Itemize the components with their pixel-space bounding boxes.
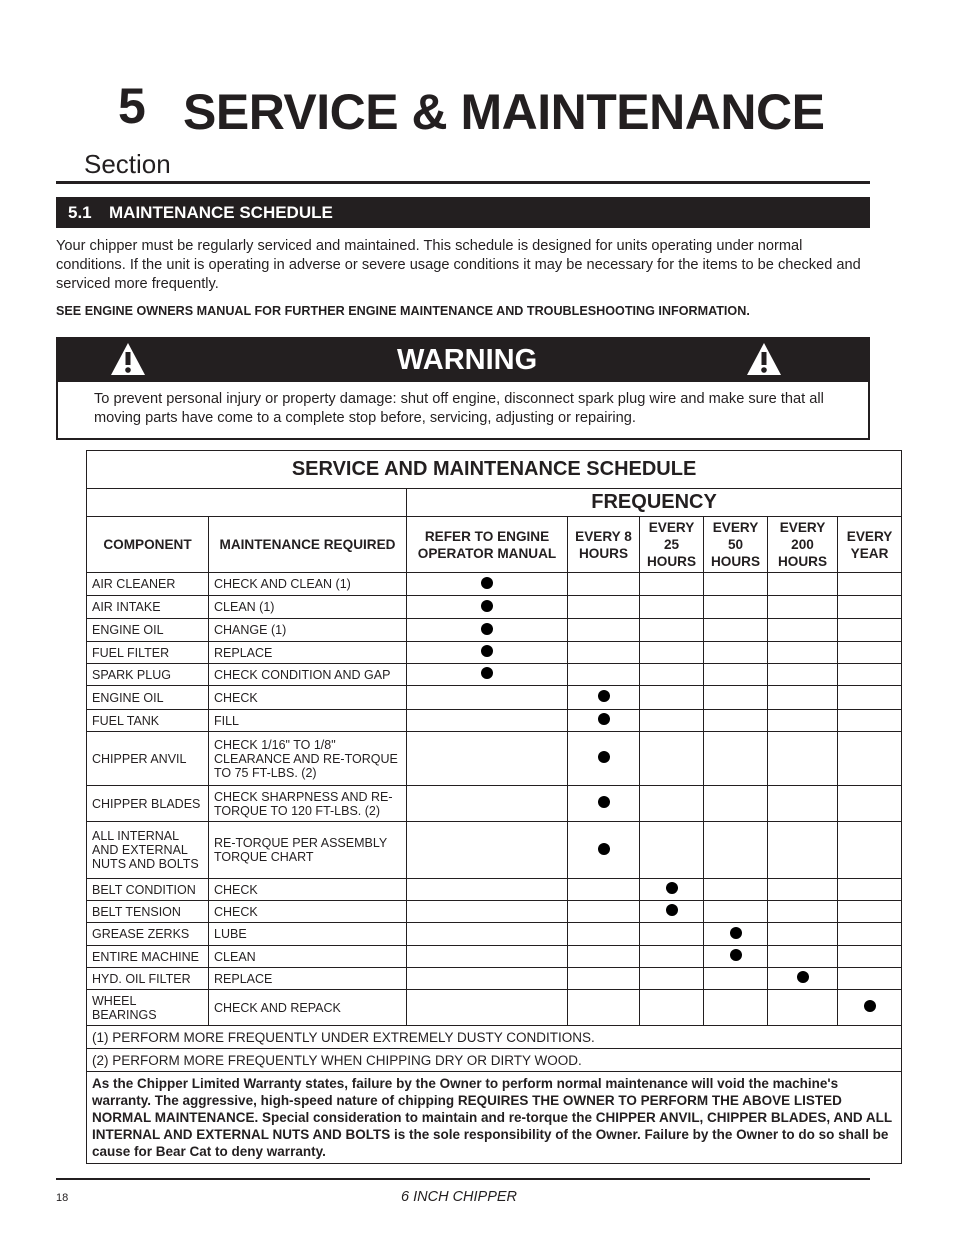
- frequency-cell: [640, 573, 704, 596]
- frequency-cell: [568, 664, 640, 686]
- component-cell: WHEEL BEARINGS: [87, 990, 209, 1026]
- maintenance-cell: LUBE: [209, 923, 407, 946]
- maintenance-cell: RE-TORQUE PER ASSEMBLY TORQUE CHART: [209, 822, 407, 879]
- frequency-cell: [768, 732, 838, 786]
- frequency-cell: [838, 732, 902, 786]
- component-cell: AIR INTAKE: [87, 596, 209, 619]
- frequency-marker-icon: [598, 843, 610, 855]
- frequency-cell: [640, 901, 704, 923]
- frequency-cell: [704, 923, 768, 946]
- subsection-number: 5.1: [68, 203, 92, 222]
- component-cell: CHIPPER BLADES: [87, 786, 209, 822]
- column-header: EVERY YEAR: [838, 517, 902, 573]
- frequency-marker-icon: [481, 667, 493, 679]
- warning-triangle-icon: [745, 341, 783, 377]
- maintenance-cell: CHECK: [209, 686, 407, 710]
- frequency-cell: [838, 710, 902, 732]
- frequency-cell: [768, 596, 838, 619]
- component-cell: BELT TENSION: [87, 901, 209, 923]
- frequency-cell: [838, 946, 902, 968]
- frequency-cell: [407, 923, 568, 946]
- frequency-cell: [568, 596, 640, 619]
- frequency-cell: [568, 573, 640, 596]
- component-cell: SPARK PLUG: [87, 664, 209, 686]
- frequency-cell: [838, 573, 902, 596]
- section-label: Section: [84, 149, 171, 179]
- frequency-marker-icon: [598, 751, 610, 763]
- frequency-cell: [704, 968, 768, 990]
- component-cell: ALL INTERNAL AND EXTERNAL NUTS AND BOLTS: [87, 822, 209, 879]
- footer-title: 6 INCH CHIPPER: [401, 1189, 518, 1205]
- maintenance-cell: CHECK: [209, 901, 407, 923]
- frequency-marker-icon: [481, 623, 493, 635]
- frequency-cell: [640, 642, 704, 664]
- frequency-cell: [407, 596, 568, 619]
- frequency-cell: [568, 990, 640, 1026]
- warning-header: [58, 339, 868, 382]
- warning-title: WARNING: [397, 344, 538, 376]
- frequency-cell: [704, 901, 768, 923]
- frequency-cell: [838, 686, 902, 710]
- maintenance-cell: CHECK AND CLEAN (1): [209, 573, 407, 596]
- frequency-cell: [640, 596, 704, 619]
- component-cell: ENGINE OIL: [87, 619, 209, 642]
- frequency-cell: [768, 573, 838, 596]
- frequency-cell: [407, 822, 568, 879]
- component-cell: FUEL FILTER: [87, 642, 209, 664]
- column-header: EVERY 50 HOURS: [704, 517, 768, 573]
- column-header: EVERY 8 HOURS: [568, 517, 640, 573]
- column-header: COMPONENT: [87, 517, 209, 573]
- footnote-1: (1) PERFORM MORE FREQUENTLY UNDER EXTREMELY DUSTY CONDITIONS.: [87, 1026, 902, 1049]
- frequency-cell: [568, 822, 640, 879]
- frequency-cell: [568, 968, 640, 990]
- frequency-cell: [568, 946, 640, 968]
- frequency-cell: [704, 664, 768, 686]
- frequency-cell: [838, 822, 902, 879]
- frequency-cell: [640, 946, 704, 968]
- frequency-cell: [838, 901, 902, 923]
- frequency-cell: [704, 990, 768, 1026]
- frequency-cell: [407, 664, 568, 686]
- frequency-cell: [407, 901, 568, 923]
- warning-box: [56, 337, 870, 440]
- frequency-cell: [407, 732, 568, 786]
- frequency-cell: [568, 686, 640, 710]
- table-row: [87, 968, 902, 990]
- frequency-cell: [704, 596, 768, 619]
- frequency-cell: [768, 786, 838, 822]
- footer-rule: [56, 1178, 870, 1180]
- frequency-cell: [768, 822, 838, 879]
- schedule-body: [87, 573, 902, 1026]
- column-header: MAINTENANCE REQUIRED: [209, 517, 407, 573]
- frequency-cell: [640, 990, 704, 1026]
- frequency-cell: [838, 923, 902, 946]
- frequency-cell: [838, 879, 902, 901]
- column-header: EVERY 25 HOURS: [640, 517, 704, 573]
- frequency-cell: [407, 786, 568, 822]
- frequency-cell: [838, 596, 902, 619]
- table-row: [87, 990, 902, 1026]
- frequency-cell: [640, 664, 704, 686]
- frequency-cell: [407, 573, 568, 596]
- table-row: [87, 596, 902, 619]
- frequency-cell: [838, 619, 902, 642]
- table-row: [87, 786, 902, 822]
- frequency-cell: [568, 879, 640, 901]
- frequency-cell: [768, 879, 838, 901]
- maintenance-cell: CLEAN: [209, 946, 407, 968]
- frequency-cell: [407, 619, 568, 642]
- frequency-cell: [568, 786, 640, 822]
- component-cell: FUEL TANK: [87, 710, 209, 732]
- component-cell: GREASE ZERKS: [87, 923, 209, 946]
- frequency-cell: [768, 901, 838, 923]
- maintenance-cell: REPLACE: [209, 642, 407, 664]
- maintenance-cell: FILL: [209, 710, 407, 732]
- maintenance-cell: CHECK 1/16" TO 1/8" CLEARANCE AND RE-TORQUE TO 75 FT-LBS. (2): [209, 732, 407, 786]
- frequency-cell: [640, 879, 704, 901]
- frequency-cell: [704, 686, 768, 710]
- frequency-cell: [407, 968, 568, 990]
- table-row: [87, 901, 902, 923]
- frequency-cell: [640, 732, 704, 786]
- frequency-marker-icon: [598, 690, 610, 702]
- table-row: [87, 619, 902, 642]
- frequency-cell: [838, 642, 902, 664]
- frequency-cell: [407, 990, 568, 1026]
- table-row: [87, 732, 902, 786]
- frequency-marker-icon: [598, 796, 610, 808]
- warning-triangle-icon: [109, 341, 147, 377]
- header-rule: [56, 181, 870, 184]
- frequency-marker-icon: [481, 600, 493, 612]
- frequency-cell: [568, 923, 640, 946]
- frequency-marker-icon: [481, 645, 493, 657]
- maintenance-cell: CHECK CONDITION AND GAP: [209, 664, 407, 686]
- warranty-statement: As the Chipper Limited Warranty states, failure by the Owner to perform normal maintenance will void the machine's warranty. The aggressive, high-speed nature of chipping REQUIRES THE OWNER TO PERFORM THE ABOVE LISTED NORMAL MAINTENANCE. Special consideration to maintain and re-torque the CHIPPER ANVIL, CHIPPER BLADES, AND ALL INTERNAL AND EXTERNAL NUTS AND BOLTS is the sole responsibility of the Owner. Failure by the Owner to do so shall be cause for Bear Cat to deny warranty.: [87, 1072, 902, 1164]
- table-row: [87, 822, 902, 879]
- table-row: [87, 642, 902, 664]
- component-cell: ENTIRE MACHINE: [87, 946, 209, 968]
- frequency-marker-icon: [481, 577, 493, 589]
- component-cell: ENGINE OIL: [87, 686, 209, 710]
- table-row: [87, 710, 902, 732]
- table-row: [87, 946, 902, 968]
- column-header: REFER TO ENGINE OPERATOR MANUAL: [407, 517, 568, 573]
- engine-manual-note: SEE ENGINE OWNERS MANUAL FOR FURTHER ENGINE MAINTENANCE AND TROUBLESHOOTING INFORMATION.: [56, 304, 750, 318]
- frequency-cell: [640, 786, 704, 822]
- frequency-cell: [838, 990, 902, 1026]
- frequency-marker-icon: [666, 904, 678, 916]
- blank-header-cell: [87, 489, 407, 517]
- frequency-cell: [768, 923, 838, 946]
- frequency-cell: [838, 786, 902, 822]
- footnote-2: (2) PERFORM MORE FREQUENTLY WHEN CHIPPING DRY OR DIRTY WOOD.: [87, 1049, 902, 1072]
- maintenance-cell: CHECK SHARPNESS AND RE-TORQUE TO 120 FT-LBS. (2): [209, 786, 407, 822]
- frequency-cell: [704, 710, 768, 732]
- frequency-marker-icon: [666, 882, 678, 894]
- frequency-cell: [768, 619, 838, 642]
- maintenance-cell: CHECK AND REPACK: [209, 990, 407, 1026]
- frequency-cell: [640, 822, 704, 879]
- frequency-cell: [407, 686, 568, 710]
- table-row: [87, 664, 902, 686]
- frequency-marker-icon: [864, 1000, 876, 1012]
- maintenance-cell: CLEAN (1): [209, 596, 407, 619]
- frequency-marker-icon: [730, 927, 742, 939]
- component-cell: HYD. OIL FILTER: [87, 968, 209, 990]
- table-row: [87, 879, 902, 901]
- chapter-number: 5: [118, 78, 146, 134]
- component-cell: AIR CLEANER: [87, 573, 209, 596]
- frequency-cell: [568, 732, 640, 786]
- page-number: 18: [56, 1192, 69, 1204]
- frequency-cell: [838, 968, 902, 990]
- frequency-cell: [568, 642, 640, 664]
- frequency-cell: [768, 990, 838, 1026]
- frequency-cell: [407, 879, 568, 901]
- frequency-cell: [704, 879, 768, 901]
- warning-text: To prevent personal injury or property damage: shut off engine, disconnect spark plug wire and make sure that all moving parts have come to a complete stop before, servicing, adjusting or repairing.: [94, 391, 824, 426]
- frequency-cell: [407, 642, 568, 664]
- frequency-cell: [838, 664, 902, 686]
- frequency-cell: [704, 642, 768, 664]
- maintenance-schedule-table: [86, 450, 902, 1164]
- frequency-cell: [704, 786, 768, 822]
- frequency-cell: [640, 619, 704, 642]
- frequency-cell: [768, 686, 838, 710]
- frequency-cell: [568, 710, 640, 732]
- maintenance-cell: CHANGE (1): [209, 619, 407, 642]
- maintenance-cell: CHECK: [209, 879, 407, 901]
- frequency-cell: [568, 901, 640, 923]
- table-row: [87, 686, 902, 710]
- component-cell: BELT CONDITION: [87, 879, 209, 901]
- frequency-cell: [704, 822, 768, 879]
- column-header: EVERY 200 HOURS: [768, 517, 838, 573]
- frequency-cell: [768, 642, 838, 664]
- frequency-cell: [768, 710, 838, 732]
- frequency-marker-icon: [598, 713, 610, 725]
- frequency-marker-icon: [730, 949, 742, 961]
- frequency-cell: [704, 573, 768, 596]
- frequency-cell: [768, 664, 838, 686]
- frequency-cell: [704, 619, 768, 642]
- intro-paragraph: Your chipper must be regularly serviced and maintained. This schedule is designed for units operating under normal conditions. If the unit is operating in adverse or severe usage conditions it may be necessary for the items to be checked and serviced more frequently.: [56, 238, 861, 293]
- component-cell: CHIPPER ANVIL: [87, 732, 209, 786]
- frequency-cell: [704, 946, 768, 968]
- frequency-cell: [407, 710, 568, 732]
- table-row: [87, 573, 902, 596]
- frequency-cell: [704, 732, 768, 786]
- frequency-cell: [640, 710, 704, 732]
- table-row: [87, 923, 902, 946]
- chapter-title: SERVICE & MAINTENANCE: [183, 84, 825, 140]
- frequency-marker-icon: [797, 971, 809, 983]
- frequency-cell: [640, 923, 704, 946]
- maintenance-cell: REPLACE: [209, 968, 407, 990]
- subsection-bar: [56, 197, 870, 228]
- frequency-header: FREQUENCY: [407, 489, 902, 517]
- frequency-cell: [768, 946, 838, 968]
- frequency-cell: [407, 946, 568, 968]
- frequency-cell: [768, 968, 838, 990]
- subsection-title: MAINTENANCE SCHEDULE: [109, 203, 333, 222]
- frequency-cell: [640, 968, 704, 990]
- schedule-title: SERVICE AND MAINTENANCE SCHEDULE: [87, 451, 902, 489]
- frequency-cell: [568, 619, 640, 642]
- frequency-cell: [640, 686, 704, 710]
